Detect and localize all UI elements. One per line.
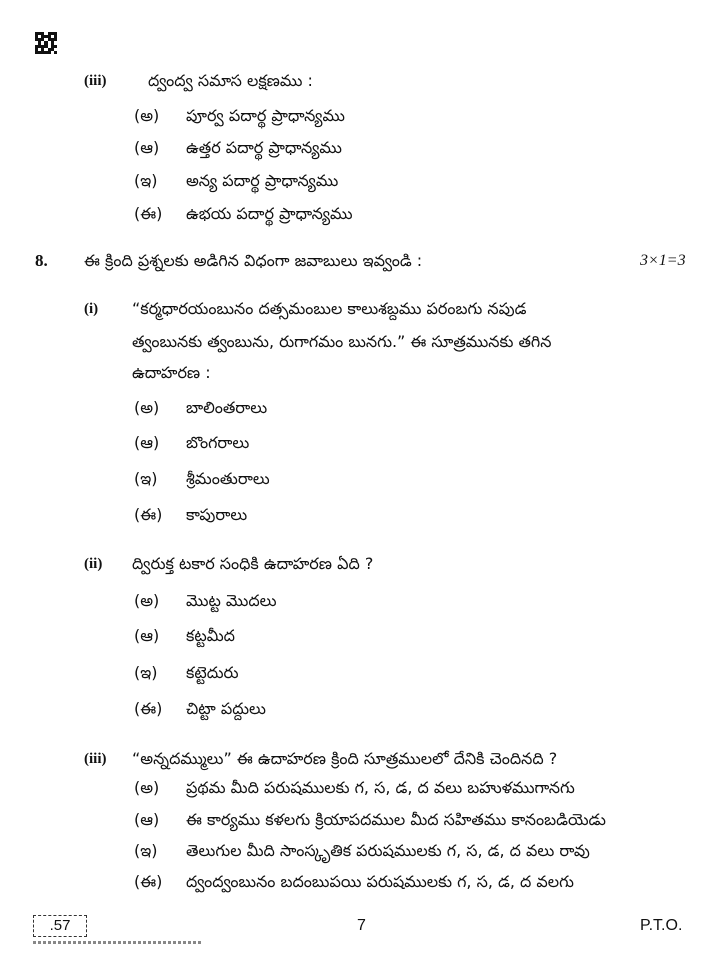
option-label: (ఈ) [134, 204, 163, 223]
option-label: (అ) [134, 778, 160, 797]
option [134, 397, 267, 419]
subquestion-number: (ii) [84, 556, 103, 572]
option-label: (ఈ) [134, 872, 163, 891]
option [134, 432, 249, 454]
subquestion-text: త్వంబునకు త్వంబును, రుగాగమం బునగు.” ఈ సూత్రమునకు తగిన [132, 332, 552, 351]
option [134, 809, 606, 831]
page-number: 7 [357, 917, 366, 934]
option-text: కాపురాలు [186, 505, 248, 524]
option-label: (ఆ) [134, 138, 160, 157]
option [134, 662, 239, 684]
option-label: (ఇ) [134, 841, 158, 860]
option [134, 468, 270, 490]
option-label: (అ) [134, 106, 160, 125]
option [134, 840, 590, 862]
option-text: ద్వంద్వంబునం బదంబుపయి పరుషములకు గ, స, డ, ద వలగు [186, 872, 574, 891]
option-text: అన్య పదార్థ ప్రాధాన్యము [186, 171, 339, 190]
option-text: శ్రీమంతురాలు [186, 469, 270, 488]
option [134, 871, 574, 893]
option-text: కట్టెదురు [186, 663, 239, 682]
question-text: ద్వంద్వ సమాస లక్షణము : [148, 71, 313, 90]
option-text: ఉభయ పదార్థ ప్రాధాన్యము [186, 204, 353, 223]
option [134, 203, 353, 225]
option-text: ఈ కార్యము కళలగు క్రియాపదముల మీద సహితము కానంబడియెడు [186, 810, 606, 829]
subquestion-text: ద్విరుక్త టకార సంధికి ఉదాహరణ ఏది ? [132, 554, 374, 573]
option-label: (అ) [134, 398, 160, 417]
question-number: (iii) [84, 73, 107, 89]
subquestion-text: “కర్మధారయంబునం దత్సమంబుల కాలుశబ్దము పరంబగు నపుడ [132, 299, 527, 318]
option-text: తెలుగుల మీది సాంస్కృతిక పరుషములకు గ, స, డ, ద వలు రావు [186, 841, 590, 860]
question-number: 8. [35, 251, 48, 270]
option-text: చిట్టా పద్దులు [186, 699, 266, 718]
pto-label: P.T.O. [640, 917, 683, 934]
option-text: ప్రథమ మీది పరుషములకు గ, స, డ, ద వలు బహుళముగానగు [186, 778, 575, 797]
marks: 3×1=3 [640, 252, 686, 269]
question-text: ఈ క్రింది ప్రశ్నలకు అడిగిన విధంగా జవాబులు ఇవ్వండి : [84, 251, 423, 270]
option-label: (అ) [134, 591, 160, 610]
option [134, 625, 235, 647]
option-label: (ఈ) [134, 699, 163, 718]
option [134, 777, 575, 799]
paper-code-box: .57 [33, 915, 87, 937]
option-label: (ఈ) [134, 505, 163, 524]
option [134, 698, 266, 720]
option-label: (ఇ) [134, 171, 158, 190]
option-text: పూర్వ పదార్థ ప్రాధాన్యము [186, 106, 345, 125]
option [134, 137, 342, 159]
subquestion-number: (i) [84, 301, 99, 317]
option [134, 170, 338, 192]
subquestion-text: “అన్నదమ్ములు” ఈ ఉదాహరణ క్రింది సూత్రములలో దేనికి చెందినది ? [132, 749, 558, 768]
option-text: బొంగరాలు [186, 433, 250, 452]
option-text: కట్టమీద [186, 626, 235, 645]
option-label: (ఆ) [134, 810, 160, 829]
option-label: (ఆ) [134, 433, 160, 452]
option-text: మొట్ట మొదలు [186, 591, 277, 610]
qr-code [35, 32, 57, 54]
option [134, 105, 345, 127]
footer-strip [33, 941, 203, 944]
subquestion-text: ఉదాహరణ : [132, 363, 211, 382]
subquestion-number: (iii) [84, 751, 107, 767]
option [134, 504, 247, 526]
option [134, 590, 277, 612]
option-label: (ఆ) [134, 626, 160, 645]
option-text: బాలింతరాలు [186, 398, 268, 417]
option-text: ఉత్తర పదార్థ ప్రాధాన్యము [186, 138, 342, 157]
option-label: (ఇ) [134, 469, 158, 488]
option-label: (ఇ) [134, 663, 158, 682]
